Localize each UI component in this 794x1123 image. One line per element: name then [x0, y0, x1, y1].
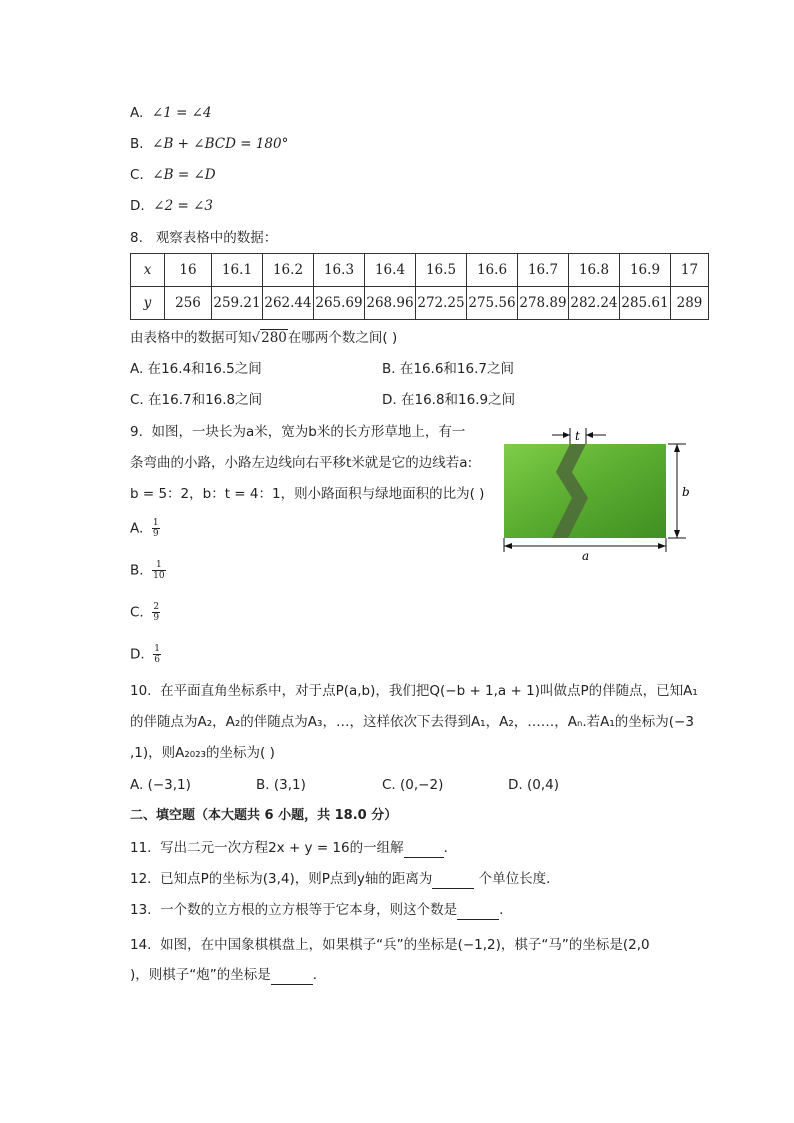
label-t: t — [575, 429, 580, 443]
q9-option-d[interactable]: D. $\frac{1}{6}$ — [130, 644, 161, 665]
q8-option-c[interactable]: C. 在16.7和16.8之间 — [130, 392, 263, 408]
table-cell: 16.8 — [569, 254, 620, 287]
table-cell: x — [131, 254, 165, 287]
table-cell: 16.2 — [263, 254, 314, 287]
q14-line2: )，则棋子“炮”的坐标是 ． — [130, 967, 327, 983]
table-cell: 256 — [165, 287, 212, 320]
table-cell: 16.9 — [620, 254, 671, 287]
q8-question: 由表格中的数据可知√280在哪两个数之间( ) — [130, 330, 398, 346]
table-cell: 16 — [165, 254, 212, 287]
table-cell: 17 — [671, 254, 709, 287]
q11: 11. 写出二元一次方程2x + y = 16的一组解 ． — [130, 840, 458, 856]
label-b: b — [682, 485, 690, 499]
table-cell: 282.24 — [569, 287, 620, 320]
table-cell: 16.6 — [467, 254, 518, 287]
q13: 13. 一个数的立方根的立方根等于它本身，则这个数是 ． — [130, 902, 513, 918]
q10-option-d[interactable]: D. (0,4) — [508, 777, 559, 793]
fraction: $\frac{1}{6}$ — [154, 644, 161, 665]
table-cell: 16.3 — [314, 254, 365, 287]
section-title: 二、填空题（本大题共 6 小题，共 18.0 分） — [130, 808, 398, 823]
table-cell: 262.44 — [263, 287, 314, 320]
q14-line1: 14. 如图，在中国象棋棋盘上，如果棋子“兵”的坐标是(−1,2)，棋子“马”的坐标是(2,0 — [130, 937, 650, 953]
answer-blank[interactable] — [432, 874, 474, 889]
sqrt-radicand: 280 — [261, 330, 287, 346]
q8-option-d[interactable]: D. 在16.8和16.9之间 — [382, 392, 516, 408]
q9-stem-line2: 条弯曲的小路，小路左边线向右平移t米就是它的边线若a: — [130, 455, 473, 471]
q9-stem-line3: b = 5：2，b：t = 4：1，则小路面积与绿地面积的比为( ) — [130, 486, 485, 502]
answer-blank[interactable] — [404, 843, 444, 858]
label-a: a — [582, 549, 590, 563]
q9-option-c[interactable]: C. $\frac{2}{9}$ — [130, 602, 160, 623]
q10-stem-line1: 10. 在平面直角坐标系中，对于点P(a,b)，我们把Q(−b + 1,a + 1)叫做点P的伴随点，已知A₁ — [130, 683, 698, 699]
q8-data-table — [130, 253, 709, 320]
q10-stem-line3: ,1)，则A₂₀₂₃的坐标为( ) — [130, 745, 275, 761]
table-cell: 265.69 — [314, 287, 365, 320]
table-cell: 16.1 — [212, 254, 263, 287]
fraction: $\frac{2}{9}$ — [153, 602, 160, 623]
q9-option-b[interactable]: B. $\frac{1}{10}$ — [130, 560, 165, 581]
q9-stem-line1: 9. 如图，一块长为a米，宽为b米的长方形草地上，有一 — [130, 424, 466, 440]
q8-stem: 8. 观察表格中的数据： — [130, 230, 278, 246]
grass-lawn — [504, 444, 666, 538]
q12: 12. 已知点P的坐标为(3,4)，则P点到y轴的距离为 个单位长度． — [130, 871, 560, 887]
table-cell: 289 — [671, 287, 709, 320]
q10-option-a[interactable]: A. (−3,1) — [130, 777, 191, 793]
q9-option-a[interactable]: A. $\frac{1}{9}$ — [130, 518, 159, 539]
q10-stem-line2: 的伴随点为A₂，A₂的伴随点为A₃，…，这样依次下去得到A₁，A₂，……，Aₙ.若A₁的坐标为(−3 — [130, 714, 694, 730]
q10-option-b[interactable]: B. (3,1) — [256, 777, 306, 793]
table-cell: 16.4 — [365, 254, 416, 287]
fraction: $\frac{1}{9}$ — [152, 518, 159, 539]
q7-option-b[interactable]: B. ∠B + ∠BCD = 180° — [130, 136, 289, 152]
fraction: $\frac{1}{10}$ — [153, 560, 165, 581]
q8-option-a[interactable]: A. 在16.4和16.5之间 — [130, 361, 262, 377]
table-cell: 268.96 — [365, 287, 416, 320]
table-row-x — [131, 254, 709, 287]
table-row-y — [131, 287, 709, 320]
table-cell: 275.56 — [467, 287, 518, 320]
q7-option-a[interactable]: A. ∠1 = ∠4 — [130, 105, 212, 121]
table-cell: 16.5 — [416, 254, 467, 287]
table-cell: y — [131, 287, 165, 320]
answer-blank[interactable] — [457, 905, 499, 920]
table-cell: 16.7 — [518, 254, 569, 287]
q8-option-b[interactable]: B. 在16.6和16.7之间 — [382, 361, 514, 377]
q7-option-c[interactable]: C. ∠B = ∠D — [130, 167, 216, 183]
table-cell: 278.89 — [518, 287, 569, 320]
q7-option-d[interactable]: D. ∠2 = ∠3 — [130, 198, 213, 214]
q10-option-c[interactable]: C. (0,−2) — [382, 777, 444, 793]
table-cell: 259.21 — [212, 287, 263, 320]
q9-figure — [496, 424, 696, 564]
answer-blank[interactable] — [271, 970, 313, 985]
table-cell: 285.61 — [620, 287, 671, 320]
table-cell: 272.25 — [416, 287, 467, 320]
